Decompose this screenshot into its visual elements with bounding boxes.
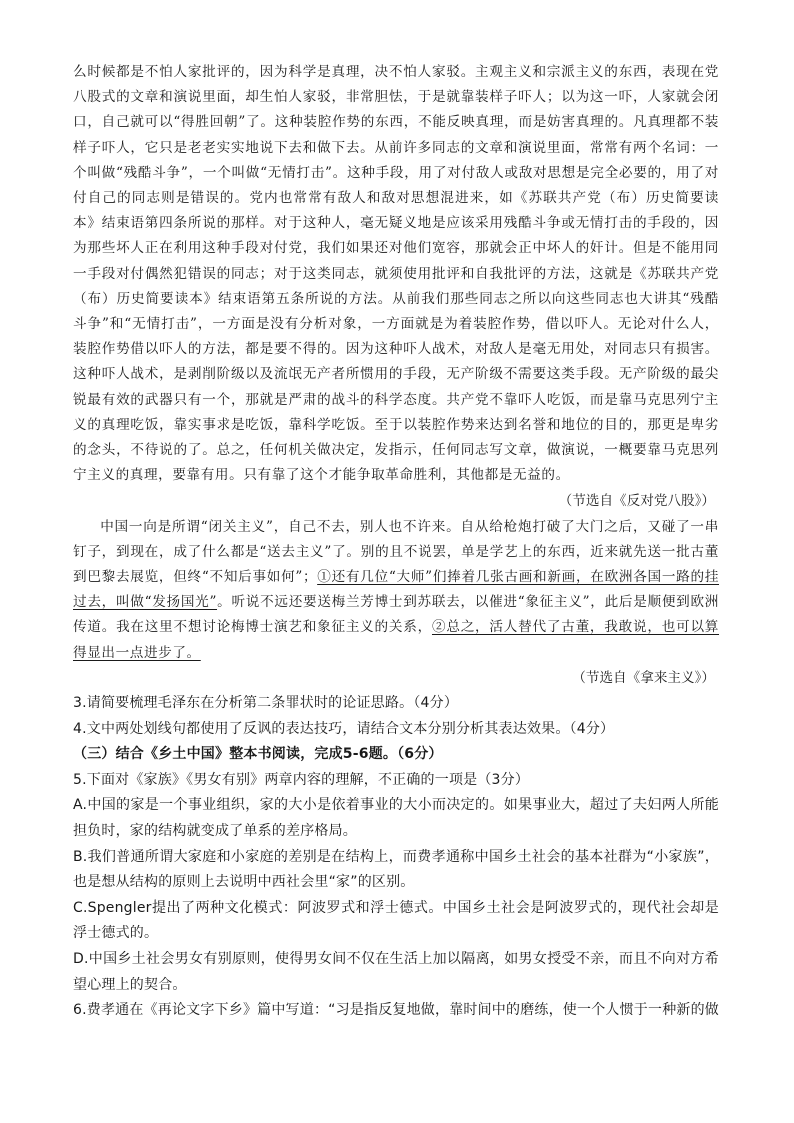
question-6: 6.费孝通在《再论文字下乡》篇中写道：“习是指反复地做，靠时间中的磨练，使一个人惯于一种新的做	[73, 1002, 720, 1019]
document-page	[73, 60, 719, 1024]
passage-paragraph-2	[73, 515, 719, 666]
underlined-sentence-1: ①还有几位“大师”们捧着几张古画和新画，在欧洲各国一路的挂过去，叫做“发扬国光”	[73, 569, 720, 611]
question-3: 3.请简要梳理毛泽东在分析第二条罪状时的论证思路。（4分）	[73, 695, 459, 712]
option-a: A.中国的家是一个事业组织，家的大小是依着事业的大小而决定的。如果事业大，超过了夫妇两人所能担负时，家的结构就变成了单系的差序格局。	[73, 797, 719, 840]
paragraph-2-text-a: 中国一向是所谓“闭关主义”，自己不去，别人也不许来。自从给枪炮打破了大门之后，又碰了一串钉子，到现在，成了什么都是“送去主义”了。别的且不说罢，单是学艺上的东西，近来就先送一批古董到巴黎去展览，但终“不知后事如何”；	[73, 518, 719, 586]
option-d: D.中国乡土社会男女有别原则，使得男女间不仅在生活上加以隔离，如男女授受不亲，而且不向对方希望心理上的契合。	[73, 951, 719, 993]
source-citation-2: （节选自《拿来主义》）	[572, 669, 715, 686]
underlined-sentence-2: ②总之，活人替代了古董，我敢说，也可以算得显出一点进步了。	[73, 619, 720, 661]
option-c: C.Spengler提出了两种文化模式：阿波罗式和浮士德式。中国乡土社会是阿波罗式的，现代社会却是浮士德式的。	[73, 899, 719, 942]
paragraph-2-text-b: 。听说不远还要送梅兰芳博士到苏联去，以催进“象征主义”，此后是顺便到欧洲传道。我在这里不想讨论梅博士演艺和象征主义的关系，	[73, 594, 719, 636]
option-b: B.我们普通所谓大家庭和小家庭的差别是在结构上，而费孝通称中国乡土社会的基本社群为“小家族”，也是想从结构的原则上去说明中西社会里“家”的区别。	[73, 848, 719, 891]
question-4: 4.文中两处划线句都使用了反讽的表达技巧，请结合文本分别分析其表达效果。（4分）	[73, 720, 615, 737]
section-3-heading: （三）结合《乡土中国》整本书阅读，完成5-6题。（6分）	[73, 746, 443, 763]
source-citation-1: （节选自《反对党八股》）	[558, 493, 715, 510]
passage-paragraph-1: 么时候都是不怕人家批评的，因为科学是真理，决不怕人家驳。主观主义和宗派主义的东西，表现在党八股式的文章和演说里面，却生怕人家驳，非常胆怯，于是就靠装样子吓人；以为这一吓，人家就会闭口，自己就可以“得胜回朝”了。这种装腔作势的东西，不能反映真理，而是妨害真理的。凡真理都不装样子吓人，它只是老老实实地说下去和做下去。从前许多同志的文章和演说里面，常常有两个名词：一个叫做“残酷斗争”，一个叫做“无情打击”。这种手段，用了对付敌人或敌对思想是完全必要的，用了对付自己的同志则是错误的。党内也常常有敌人和敌对思想混进来，如《苏联共产党（布）历史简要读本》结束语第四条所说的那样。对于这种人，毫无疑义地是应该采用残酷斗争或无情打击的手段的，因为那些坏人正在利用这种手段对付党，我们如果还对他们宽容，那就会正中坏人的奸计。但是不能用同一手段对付偶然犯错误的同志；对于这类同志，就须使用批评和自我批评的方法，这就是《苏联共产党（布）历史简要读本》结束语第五条所说的方法。从前我们那些同志之所以向这些同志也大讲其“残酷斗争”和“无情打击”，一方面是没有分析对象，一方面就是为着装腔作势，借以吓人。无论对什么人，装腔作势借以吓人的方法，都是要不得的。因为这种吓人战术，对敌人是毫无用处，对同志只有损害。这种吓人战术，是剥削阶级以及流氓无产者所惯用的手段，无产阶级不需要这类手段。无产阶级的最尖锐最有效的武器只有一个，那就是严肃的战斗的科学态度。共产党不靠吓人吃饭，而是靠马克思列宁主义的真理吃饭，靠实事求是吃饭，靠科学吃饭。至于以装腔作势来达到名誉和地位的目的，那更是卑劣的念头，不待说的了。总之，任何机关做决定，发指示，任何同志写文章，做演说，一概要靠马克思列宁主义的真理，要靠有用。只有靠了这个才能争取革命胜利，其他都是无益的。	[73, 64, 719, 484]
question-5: 5.下面对《家族》《男女有别》两章内容的理解，不正确的一项是（3分）	[73, 771, 530, 788]
